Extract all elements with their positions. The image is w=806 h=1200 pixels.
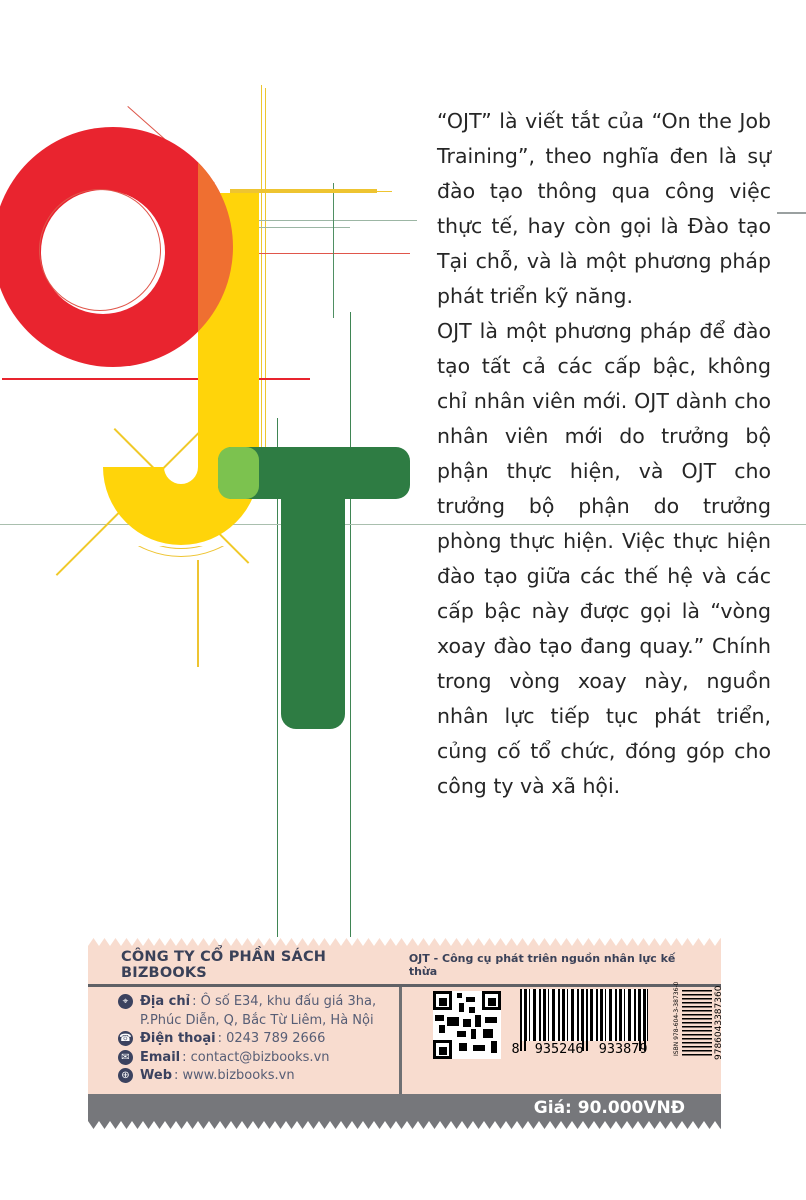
price-label: Giá: 90.000VNĐ	[533, 1097, 685, 1118]
web-icon: ⊕	[118, 1068, 133, 1083]
ean-barcode	[512, 989, 648, 1061]
description-text	[437, 104, 771, 804]
isbn-label: ISBN 978-604-3-38736-0	[672, 981, 680, 1056]
contact-row-address	[118, 994, 399, 1009]
contact-label: Điện thoại : 0243 789 2666	[140, 1031, 326, 1046]
contact-info	[88, 987, 399, 1094]
description-paragraph-2: OJT là một phương pháp để đào tạo tất cả các cấp bậc, không chỉ nhân viên mới. OJT dành cho nhân viên mới do trưởng bộ phận thực hiện, và OJT cho trưởng bộ phận do trưởng phòng thực hiện. Việc thực hiện đào tạo giữa các thế hệ và các cấp bậc này được gọi là “vòng xoay đào tạo đang quay.” Chính trong vòng xoay này, nguồn nhân lực tiếp tục phát triển, củng cố tổ chức, đóng góp cho công ty và xã hội.	[437, 319, 771, 798]
sketch-line	[377, 191, 392, 192]
contact-label: Email : contact@bizbooks.vn	[140, 1049, 330, 1065]
sketch-line	[197, 560, 199, 667]
contact-row-address-2	[140, 1013, 399, 1028]
ticket-zigzag-top	[88, 938, 721, 946]
sketch-line	[350, 312, 351, 937]
letter-jt-overlap	[218, 447, 259, 499]
letter-t-stem	[281, 470, 345, 729]
phone-icon: ☎	[119, 1033, 132, 1044]
sketch-line	[230, 189, 377, 193]
ticket-header	[88, 946, 721, 984]
isbn-digits: 9786043387360	[713, 985, 724, 1060]
sketch-arcs	[95, 546, 280, 575]
price-bar	[88, 1094, 721, 1121]
location-icon: ⌖	[118, 994, 133, 1009]
email-icon: ✉	[118, 1050, 133, 1065]
contact-value: P.Phúc Diễn, Q, Bắc Từ Liêm, Hà Nội	[140, 1012, 374, 1028]
barcode-digits: 8 935246 933879	[511, 1041, 648, 1057]
sketch-line	[265, 88, 266, 475]
description-paragraph-1: “OJT” là viết tắt của “On the Job Training”, theo nghĩa đen là sự đào tạo thông qua công việc thực tế, hay còn gọi là Đào tạo Tại chỗ, và là một phương pháp phát triển kỹ năng.	[437, 109, 771, 308]
sketch-line	[258, 227, 350, 228]
contact-row-email	[118, 1050, 399, 1065]
sketch-line	[777, 212, 806, 214]
ticket-zigzag-bottom	[88, 1121, 721, 1129]
isbn-barcode	[670, 981, 726, 1062]
contact-label: Web : www.bizbooks.vn	[140, 1068, 295, 1083]
book-tagline: OJT - Công cụ phát triên nguồn nhân lực kế thừa	[408, 952, 676, 978]
company-name: CÔNG TY CỔ PHẦN SÁCH BIZBOOKS	[121, 949, 327, 981]
publisher-ticket	[88, 938, 724, 1129]
contact-label: Địa chỉ : Ô số E34, khu đấu giá 3ha,	[140, 994, 377, 1009]
qr-code	[433, 991, 501, 1059]
sketch-line	[333, 183, 334, 318]
codes-column	[402, 981, 724, 1094]
contact-row-phone	[118, 1031, 399, 1046]
contact-row-web	[118, 1068, 399, 1083]
